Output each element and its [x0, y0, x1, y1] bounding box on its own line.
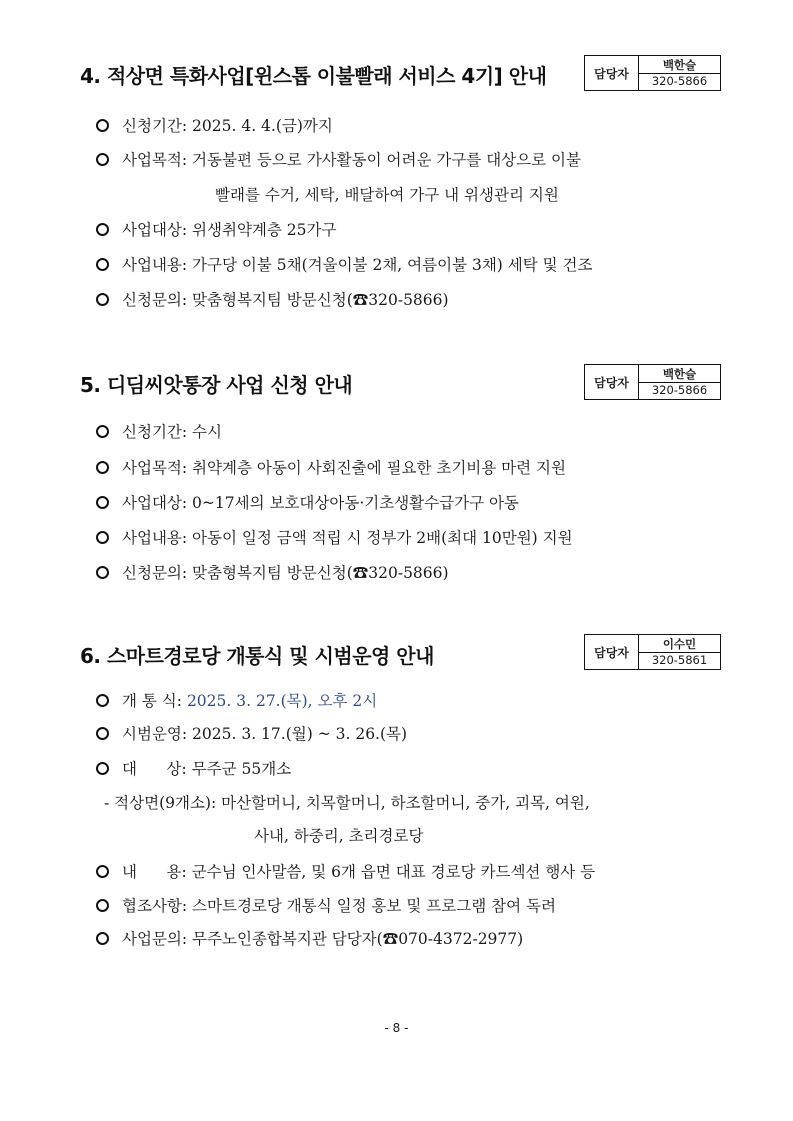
list-item: 사업내용: 가구당 이불 5채(겨울이불 2채, 여름이불 3채) 세탁 및 건조: [96, 253, 593, 275]
list-item: 사업문의: 무주노인종합복지관 담당자(☎070-4372-2977): [96, 927, 523, 949]
opening-label: 개 통 식:: [122, 692, 182, 710]
list-item: 대 상: 무주군 55개소: [96, 757, 291, 779]
list-item: 사업대상: 위생취약계층 25가구: [96, 218, 336, 240]
circle-bullet-icon: [96, 119, 109, 132]
contact-label: 담당자: [585, 635, 639, 669]
list-item: 시범운영: 2025. 3. 17.(월) ~ 3. 26.(목): [96, 722, 407, 744]
list-item: 사업내용: 아동이 일정 금액 적립 시 정부가 2배(최대 10만원) 지원: [96, 526, 573, 548]
section-6-title: 6. 스마트경로당 개통식 및 시범운영 안내: [80, 644, 434, 668]
circle-bullet-icon: [96, 461, 109, 474]
circle-bullet-icon: [96, 425, 109, 438]
contact-phone: 320-5866: [639, 73, 720, 89]
list-item: 사업목적: 거동불편 등으로 가사활동이 어려운 가구를 대상으로 이불: [96, 148, 581, 170]
contact-name: 백한슬: [662, 366, 697, 381]
list-item: 사업목적: 취약계층 아동이 사회진출에 필요한 초기비용 마련 지원: [96, 456, 566, 478]
contact-name: 백한슬: [662, 57, 697, 72]
section-5-title: 5. 디딤씨앗통장 사업 신청 안내: [80, 373, 353, 397]
list-item: 신청기간: 2025. 4. 4.(금)까지: [96, 114, 333, 136]
contact-info: [639, 365, 720, 399]
contact-label: 담당자: [585, 56, 639, 90]
circle-bullet-icon: [96, 727, 109, 740]
circle-bullet-icon: [96, 899, 109, 912]
list-item: 신청문의: 맞춤형복지팀 방문신청(☎320-5866): [96, 288, 449, 310]
circle-bullet-icon: [96, 566, 109, 579]
list-item: 신청기간: 수시: [96, 420, 222, 442]
contact-phone: 320-5861: [639, 652, 720, 668]
circle-bullet-icon: [96, 694, 109, 707]
list-item: 신청문의: 맞춤형복지팀 방문신청(☎320-5866): [96, 561, 449, 583]
section-5-contact-box: [584, 364, 721, 400]
opening-value: 2025. 3. 27.(목), 오후 2시: [186, 692, 378, 710]
list-item: 사업대상: 0~17세의 보호대상아동·기초생활수급가구 아동: [96, 491, 519, 513]
section-4-title: 4. 적상면 특화사업[윈스톱 이불빨래 서비스 4기] 안내: [80, 64, 547, 88]
sub-list-continuation: 사내, 하중리, 초리경로당: [254, 827, 424, 845]
circle-bullet-icon: [96, 223, 109, 236]
contact-phone: 320-5866: [639, 382, 720, 398]
circle-bullet-icon: [96, 293, 109, 306]
page-number: - 8 -: [384, 1021, 409, 1035]
list-item: 내 용: 군수님 인사말씀, 및 6개 읍면 대표 경로당 카드섹션 행사 등: [96, 860, 595, 882]
section-4-contact-box: [584, 55, 721, 91]
circle-bullet-icon: [96, 496, 109, 509]
list-item-continuation: 빨래를 수거, 세탁, 배달하여 가구 내 위생관리 지원: [215, 186, 559, 204]
list-item: 협조사항: 스마트경로당 개통식 일정 홍보 및 프로그램 참여 독려: [96, 894, 556, 916]
contact-label: 담당자: [585, 365, 639, 399]
section-6-contact-box: [584, 634, 721, 670]
circle-bullet-icon: [96, 153, 109, 166]
sub-list-item: - 적상면(9개소): 마산할머니, 치목할머니, 하조할머니, 중가, 괴목, 여원,: [104, 794, 590, 812]
circle-bullet-icon: [96, 762, 109, 775]
circle-bullet-icon: [96, 865, 109, 878]
circle-bullet-icon: [96, 531, 109, 544]
list-item-opening: [96, 689, 377, 711]
contact-info: [639, 56, 720, 90]
contact-name: 이수민: [662, 636, 697, 651]
contact-info: [639, 635, 720, 669]
circle-bullet-icon: [96, 258, 109, 271]
circle-bullet-icon: [96, 932, 109, 945]
